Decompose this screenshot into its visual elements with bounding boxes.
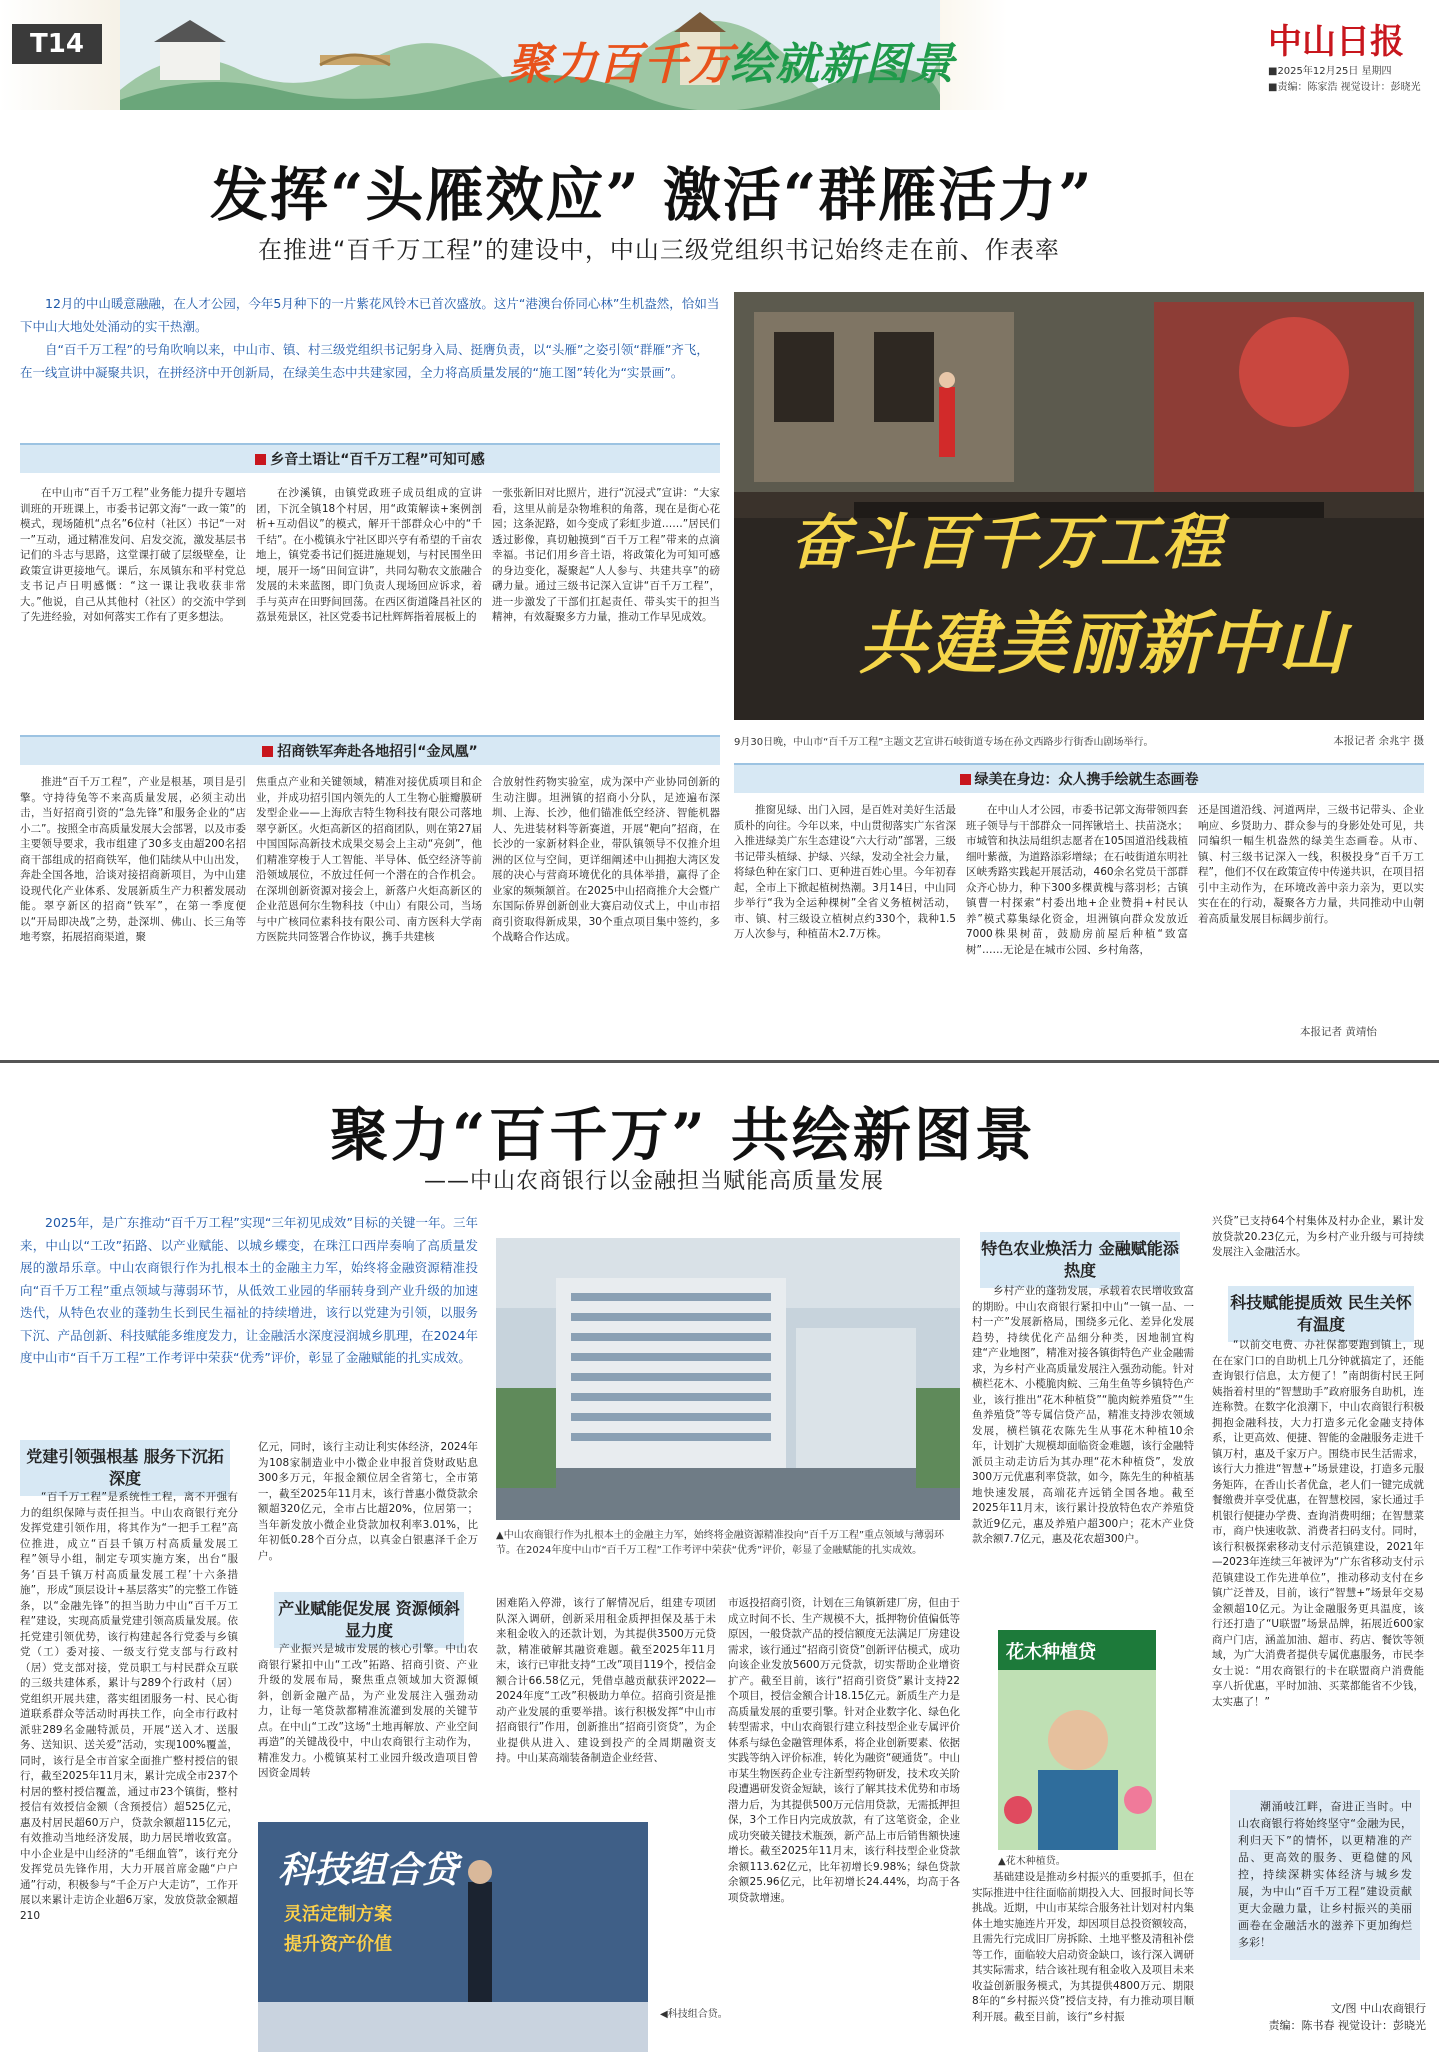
page-editor: ■责编：陈家浩 视觉设计：彭晓光 xyxy=(1268,82,1421,93)
bank-building-art xyxy=(496,1238,960,1520)
story2-source: 文/图 中山农商银行 xyxy=(1330,2002,1426,2015)
section1-column-3: 一张张新旧对比照片，进行“沉浸式”宣讲：“大家看，这里从前是杂物堆积的角落，现在是街心花园；这条泥路，如今变成了彩虹步道……”居民们透过影像，真切触摸到“百千万工程”带来的点滴幸福。书记们用乡音土语，将政策化为可知可感的身边变化，凝聚起“人人参与、共建共享”的磅礴力量。通过三级书记深入宣讲“百千万工程”，进一步激发了干部们扛起责任、带头实干的担当精神，有效凝聚多方力量，推动工作早见成效。 xyxy=(492,487,720,623)
section2-column-1: 推进“百千万工程”，产业是根基，项目是引擎。守持待兔等不来高质量发展，必须主动出击，当好招商引资的“急先锋”和服务企业的“店小二”。按照全市高质量发展大会部署，以及市委主要领导要求，我市组建了30多支由超200名招商干部组成的招商铁军，他们陆续从中山出发，奔赴全国各地，洽谈对接招商新项目，为中山建设现代化产业体系、发展新质生产力积蓄发展动能。翠亨新区的招商“铁军”，在第一季度便以“开局即决战”之势，赴深圳、佛山、长三角等地考察，拓展招商渠道，聚 xyxy=(20,776,246,943)
section1-column-2: 在沙溪镇，由镇党政班子成员组成的宣讲团，下沉全镇18个村居，用“政策解读+案例剖析+互动倡议”的模式，解开干部群众心中的“千千结”。在小榄镇永宁社区即兴亨有希望的千亩农地上，镇党委书记们挺进施规划，与村民围坐田埂，展开一场“田间宣讲”，共同勾勒农文旅融合发展的未来蓝图，即门负责人现场回应诉求，着手与英声在田野间回荡。在西区街道隆昌社区的荔景苑景区，社区党委书记杜辉辉指着展板上的 xyxy=(256,487,482,623)
section3-column-2: 在中山人才公园，市委书记郭文海带领四套班子领导与干部群众一同挥锹培土、扶苗浇水；市城管和执法局组织志愿者在105国道沿线栽植细叶紫薇，为道路添彩增绿；在石岐街道东明社区峡秀路实践起开展活动，460余名党员干部群众齐心协力，种下300多棵黄槐与落羽杉；古镇镇曹一村探索“村委出地+企业赞捐+村民认养”模式募集绿化资金，坦洲镇向群众发放近7000株果树苗，鼓励房前屋后种植“致富树”……无论是在城市公园、乡村角落， xyxy=(966,804,1188,956)
photo-slogan-2: 共建美丽新中山 xyxy=(858,604,1349,684)
bank-building-photo xyxy=(496,1238,960,1520)
section3-column-1: 推窗见绿、出门入园，是百姓对美好生活最质朴的向往。今年以来，中山贯彻落实广东省深入推进绿美广东生态建设“六大行动”部署，三级书记带头植绿、护绿、兴绿，发动全社会力量，将绿色种在家门口、更种进百姓心里。今年初春起，全市上下掀起植树热潮。3月14日，中山同步举行“我为全运种棵树”全省义务植树活动，市、镇、村三级设立植树点约330个，栽种1.5万人次参与，种植苗木2.7万株。 xyxy=(734,804,956,940)
section3-credit: 本报记者 黄靖怡 xyxy=(1300,1026,1377,1038)
story-divider xyxy=(0,1060,1439,1063)
section-marker-icon xyxy=(255,454,266,465)
section-title-2: 招商铁军奔赴各地招引“金凤凰” xyxy=(277,744,478,760)
banner-title-1: 聚力百千万 xyxy=(508,39,733,90)
story2-column-7: “以前交电费、办社保都要跑到镇上，现在在家门口的自助机上几分钟就搞定了，还能查询银行信息，太方便了！”南朗街村民王阿姨指着村里的“智慧助手”政府服务自助机，连连称赞。在数字化浪潮下，中山农商银行积极拥抱金融科技，大力打造多元化金融支持体系，让更高效、便捷、智能的金融服务走进千镇万村，惠及千家万户。围绕市民生活需求，该行大力推进“智慧+”场景建设，打造多元服务矩阵，在香山长者优盒，老人们一键完成就餐缴费并享受优惠，在智慧校园，家长通过手机银行便捷办学费、查询消费明细；在智慧菜市，商户快速收款、消费者扫码支付。同时，该行积极探索移动支付示范镇建设，2021年—2023年连续三年被评为“广东省移动支付示范镇建设工作先进单位”，推动移动支付在乡镇广泛普及，目前，该行“智慧+”场景年交易金额超10亿元。为让金融服务更具温度，该行还打造了“U联盟”场景品牌，拓展近600家商户门店，涵盖加油、超市、药店、餐饮等领域，为广大消费者提供专属优惠服务，市民李女士说：“用农商银行的卡在联盟商户消费能享八折优惠，平时加油、买菜都能省不少钱，太实惠了！” xyxy=(1212,1339,1424,1708)
photo-credit: 本报记者 余兆宇 摄 xyxy=(1333,735,1424,747)
lead-p1: 12月的中山暖意融融，在人才公园，今年5月种下的一片紫花风铃木已首次盛放。这片“港澳台侨同心林”生机盎然，恰如当下中山大地处处涌动的实干热潮。 xyxy=(20,296,720,334)
photo-caption-2: ▲中山农商银行作为扎根本土的金融主力军，始终将金融资源精准投向“百千万工程”重点领域与薄弱环节。在2024年度中山市“百千万工程”工作考评中荣获“优秀”评价，彰显了金融赋能的扎实成效。 xyxy=(496,1530,945,1556)
banner-title-2: 绘就新图景 xyxy=(730,39,955,90)
subsection-title-2: 产业赋能促发展 资源倾斜显力度 xyxy=(274,1592,464,1648)
photo3-title: 科技组合贷 xyxy=(278,1849,459,1891)
subheadline-2: ——中山农商银行以金融担当赋能高质量发展 xyxy=(424,1169,885,1194)
lead-paragraph-1 xyxy=(20,292,720,384)
lead-paragraph-2: 2025年，是广东推动“百千万工程”实现“三年初见成效”目标的关键一年。三年来，中山以“工改”拓路、以产业赋能、以城乡蝶变，在珠江口西岸奏响了高质量发展的激昂乐章。中山农商银行作为扎根本土的金融主力军，始终将金融资源精准投向“百千万工程”重点领域与薄弱环节，从低效工业园的华丽转身到产业升级的加速迭代，从特色农业的蓬勃生长到民生福祉的持续增进，该行以党建为引领，以服务下沉、产品创新、科技赋能多维度发力，让金融活水深度浸润城乡肌理，在2024年度中山市“百千万工程”工作考评中荣获“优秀”评价，彰显了金融赋能的扎实成效。 xyxy=(20,1215,478,1365)
subsection-title-4: 科技赋能提质效 民生关怀有温度 xyxy=(1228,1286,1414,1342)
photo-caption-3: ◀科技组合贷。 xyxy=(660,2009,728,2020)
story2-editor: 责编：陈书春 视觉设计：彭晓光 xyxy=(1268,2019,1426,2032)
story2-footer xyxy=(1236,2000,1426,2034)
photo-caption-4: ▲花木种植贷。 xyxy=(998,1856,1066,1867)
photo3-subtitle-1: 灵活定制方案 xyxy=(284,1904,392,1925)
section-header-3 xyxy=(734,763,1424,793)
story2-column-2: 产业振兴是城市发展的核心引擎。中山农商银行紧扣中山“工改”拓路、招商引资、产业升级的发展布局，聚焦重点领域加大资源倾斜，创新金融产品，为产业发展注入强劲动力，让每一笔贷款都精准流灌到发展的关键节点。在中山“工改”这场“土地再解放、产业空间再造”的关键战役中，中山农商银行主动作为，精准发力。小榄镇某村工业园升级改造项目曾因资金周转 xyxy=(258,1643,478,1779)
headline-2: 聚力“百千万” 共绘新图景 xyxy=(330,1101,1036,1169)
closing-paragraph: 潮涌岐江畔，奋进正当时。中山农商银行将始终坚守“金融为民，利归天下”的情怀，以更精准的产品、更高效的服务、更稳健的风控，持续深耕实体经济与城乡发展，为中山“百千万工程”建设贡献更大金融力量，让乡村振兴的美丽画卷在金融活水的滋养下更加绚烂多彩！ xyxy=(1230,1790,1420,1960)
story2-column-2-top: 亿元，同时，该行主动让利实体经济，2024年为108家制造业中小微企业申报首贷财政贴息300多万元，年报金额位居全省第七，全市第一，截至2025年11月末，该行普惠小微贷款余额超320亿元，全市占比超20%，位居第一；当年新发放小微企业贷款加权利率3.01%，比年初低0.28个百分点，以真金白银惠泽千企万户。 xyxy=(258,1441,478,1562)
photo-caption-text: 9月30日晚，中山市“百千万工程”主题文艺宣讲石岐街道专场在孙文西路步行街香山剧场举行。 xyxy=(734,737,1154,748)
section-marker-icon xyxy=(960,774,971,785)
story2-column-5: 市返投招商引资，计划在三角镇新建厂房，但由于成立时间不长、生产规模不大，抵押物价值偏低等原因，一般贷款产品的授信额度无法满足厂房建设需求，该行通过“招商引资贷”创新评估模式，成功向该企业发放5600万元贷款，切实帮助企业增资扩产。截至目前，该行“招商引资贷”累计支持22个项目，授信金额合计18.15亿元。新质生产力是高质量发展的重要引擎。针对企业数字化、绿色化转型需求，中山农商银行建立科技型企业专属评价体系与绿色金融管理体系，将企业创新要素、依据实践等纳入评价标准，转化为融资“硬通货”。中山市某生物医药企业专注新型药物研发，技术攻关阶段遭遇研发资金短缺，该行了解其技术优势和市场潜力后，为其提供500万元信用贷款，无需抵押担保，3个工作日内完成放款，有了这笔资金，企业成功突破关键技术瓶颈，新产品上市后销售额快速增长。截至2025年11月末，该行科技型企业贷款余额113.62亿元，比年初增长9.98%；绿色贷款余额25.96亿元，比年初增长24.44%，均高于各项贷款增速。 xyxy=(728,1597,960,1904)
section3-column-3: 还是国道沿线、河道两岸，三级书记带头、企业响应、乡贤助力、群众参与的身影处处可见，共同编织一幅生机盎然的绿美生态画卷。从市、镇、村三级书记深入一线，积极投身“百千万工程”，他们不仅在政策宣传中传递共识，在项目招引中主动作为，在环境改善中亲力亲为，更以实实在在的行动，凝聚各方力量，共同推动中山朝着高质量发展目标阔步前行。 xyxy=(1198,804,1424,925)
issue-date: ■2025年12月25日 星期四 xyxy=(1268,66,1392,77)
lead-p2: 自“百千万工程”的号角吹响以来，中山市、镇、村三级党组织书记躬身入局、挺膺负责，以“头雁”之姿引领“群雁”齐飞，在一线宣讲中凝聚共识，在拼经济中开创新局，在绿美生态中共建家园，全力将高质量发展的“施工图”转化为“实景画”。 xyxy=(20,342,709,380)
photo4-label: 花木种植贷 xyxy=(1006,1642,1096,1663)
banner xyxy=(0,0,1439,110)
masthead-logo: 中山日报 xyxy=(1268,22,1404,62)
subsection-title-1: 党建引领强根基 服务下沉拓深度 xyxy=(20,1440,230,1496)
story2-column-4: 困难陷入停滞，该行了解情况后，组建专项团队深入调研，创新采用租金质押担保及基于未来租金收入的还款计划，为其提供3500万元贷款，精准破解其融资难题。截至2025年11月末，该行已审批支持“工改”项目119个，授信金额合计66.58亿元，凭借卓越贡献获评2022—2024年度“工改”积极助力单位。招商引资是推动产业发展的重要举措。该行积极发挥“中山市招商银行”作用，创新推出“招商引资贷”，为企业提供从进入、建设到投产的全周期融资支持。中山某高端装备制造企业经营、 xyxy=(496,1597,716,1764)
story2-column-6: 乡村产业的蓬勃发展，承载着农民增收致富的期盼。中山农商银行紧扣中山“一镇一品、一村一产”发展新格局，围绕多元化、差异化发展趋势，持续优化产品细分种类，因地制宜构建“产业地图”，精准对接各镇街特色产业金融需求，为乡村产业高质量发展注入强劲动能。针对横栏花木、小榄脆肉鲩、三角生鱼等乡镇特色产业，该行推出“花木种植贷”“脆肉鲩养殖贷”“生鱼养殖贷”等专属信贷产品，精准支持涉农领域发展，横栏镇花农陈先生从事花木种植10余年，计划扩大规模却面临资金难题，该行金融特派员主动走访后为其办理“花木种植贷”，发放300万元优惠利率贷款，如今，陈先生的种植基地快速发展，高端花卉远销全国各地。截至2025年11月末，该行累计投放特色农产养殖贷款近9亿元，惠及养殖户超300户；花木产业贷款余额7.7亿元，惠及花农超300户。 xyxy=(972,1285,1194,1545)
story2-column-1: “百千万工程”是系统性工程，离不开强有力的组织保障与责任担当。中山农商银行充分发挥党建引领作用，将其作为“一把手工程”高位推进，成立“百县千镇万村高质量发展工程”领导小组，制定专项实施方案，出台“服务‘百县千镇万村高质量发展工程’十六条措施”，形成“顶层设计+基层落实”的完整工作链条，以“金融先锋”的担当助力中山“百千万工程”建设，实现高质量党建引领高质量发展。依托党建引领优势，该行构建起各行党委与乡镇党（工）委对接、一级支行党支部与行政村（居）党支部对接，党员职工与村民群众互联的三级共建体系，累计与289个行政村（居）党组织开展共建，落实组团服务一村、民心街道联系群众等活动时再扶工作，向全市行政村派驻289名金融特派员，开展“送入才、送服务、送知识、送关爱”活动，实现100%覆盖，同时，该行是全市首家全面推广整村授信的银行，截至2025年11月末，累计完成全市237个村居的整村授信覆盖，通过市23个镇街，整村授信有效授信金额（含预授信）超525亿元，惠及村居民超60万户，贷款余额超115亿元，有效推动当地经济发展，助力居民增收致富。中小企业是中山经济的“毛细血管”，该行充分发挥党员先锋作用，大力开展首席金融“户户通”行动，积极参与“千企万户大走访”，工作开展以来累计走访企业超6万家，发放贷款金额超210 xyxy=(20,1491,238,1922)
section2-column-3: 合放射性药物实验室，成为深中产业协同创新的生动注脚。坦洲镇的招商小分队，足迹遍布深圳、上海、长沙，他们锚准低空经济、智能机器人、先进装材料等新赛道，开展“靶向”招商，在长沙的一家新材料企业，带队镇领导不仅推介坦洲的区位与空间，更详细阐述中山拥抱大湾区发展的决心与营商环境优化的具体举措，赢得了企业家的频频颔首。在2025中山招商推介大会暨广东国际侨界创新创业大赛启动仪式上，中山市招商引资取得新成果，30个重点项目集中签约，多个战略合作达成。 xyxy=(492,776,720,943)
headline-1: 发挥“头雁效应” 激活“群雁活力” xyxy=(210,161,1094,229)
section-title-1: 乡音土语让“百千万工程”可知可感 xyxy=(270,452,485,468)
subheadline-1: 在推进“百千万工程”的建设中，中山三级党组织书记始终走在前、作表率 xyxy=(258,236,1060,264)
subsection-title-3: 特色农业焕活力 金融赋能添热度 xyxy=(980,1232,1180,1288)
section-header-1 xyxy=(20,443,720,473)
tech-loan-photo xyxy=(258,1822,648,2052)
photo-caption-1 xyxy=(734,733,1424,748)
flower-loan-photo xyxy=(998,1630,1156,1850)
story2-column-6-bottom: 基础建设是推动乡村振兴的重要抓手，但在实际推进中往往面临前期投入大、回报时间长等挑战。近期，中山市某综合服务社计划对村内集体土地实施连片开发，却因项目总投资额较高，且需先行完成旧厂房拆除、土地平整及清租补偿等工作，面临较大启动资金缺口，该行深入调研其实际需求，结合该社现有租金收入及项目未来收益创新服务模式，为其提供4800万元、期限8年的“乡村振兴贷”授信支持，有力推动项目顺利开展。截至目前，该行“乡村振 xyxy=(972,1871,1194,2023)
photo3-subtitle-2: 提升资产价值 xyxy=(284,1934,392,1955)
section1-column-1: 在中山市“百千万工程”业务能力提升专题培训班的开班课上，市委书记郭文海“一政一策”的模式，现场随机“点名”6位村（社区）书记“一对一”互动，通过精准发问、启发交流，激发基层书记们的斗志与思路，这堂课打破了层级壁垒，让政策宣讲更接地气。课后，东凤镇东和平村党总支书记卢日明感慨：“这一课让我收获非常大。”他说，自己从其他村（社区）的交流中学到了先进经验，对如何落实工作有了更多想法。 xyxy=(20,487,246,623)
section2-column-2: 焦重点产业和关键领域，精准对接优质项目和企业，并成功招引国内领先的人工生物心脏瓣膜研发型企业——上海欣吉特生物科技有限公司落地翠亨新区。火炬高新区的招商团队，则在第27届中国国际高新技术成果交易会上主动“亮剑”，他们精准穿梭于人工智能、半导体、低空经济等前沿领域展位，不放过任何一个潜在的合作机会。在深圳创新资源对接会上，新落户火炬高新区的企业范恩何尔生物科技（中山）有限公司，当场与中广核同位素科技有限公司、南方医科大学南方医院共同签署合作协议，携手共建核 xyxy=(256,776,482,943)
section-title-3: 绿美在身边：众人携手绘就生态画卷 xyxy=(974,772,1199,788)
photo-slogan-1: 奋斗百千万工程 xyxy=(790,508,1224,578)
section-header-2 xyxy=(20,735,720,765)
story2-column-7-top: 兴贷”已支持64个村集体及村办企业，累计发放贷款20.23亿元，为乡村产业升级与可持续发展注入金融活水。 xyxy=(1212,1215,1424,1258)
section-marker-icon xyxy=(262,746,273,757)
page-number: T14 xyxy=(12,24,102,64)
